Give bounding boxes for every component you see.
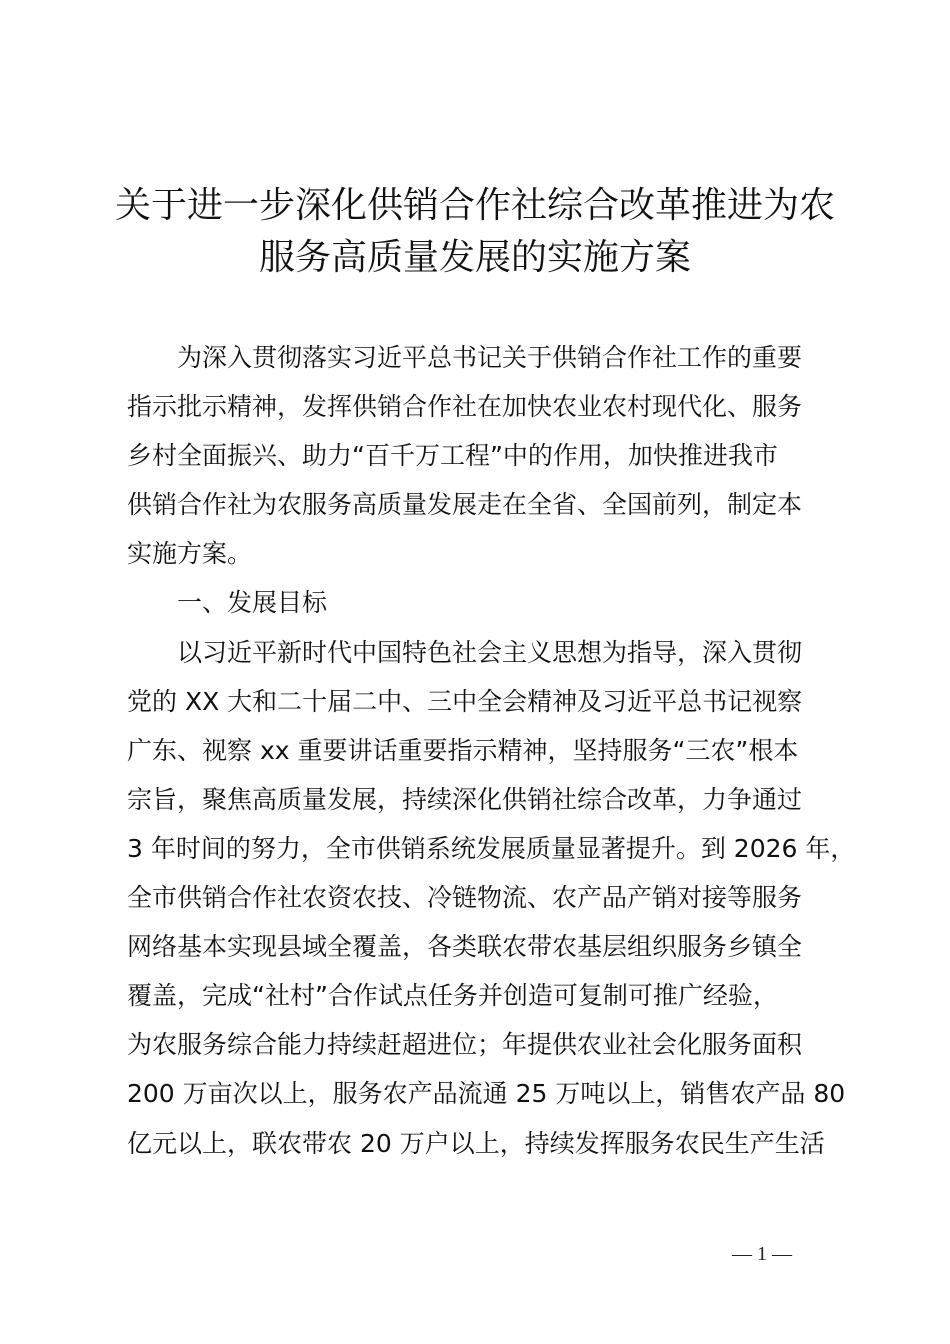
- body-line: 亿元以上，联农带农 20 万户以上，持续发挥服务农民生产生活: [127, 1128, 825, 1158]
- page-number: — 1 —: [732, 1243, 792, 1265]
- body-line: 3 年时间的努力，全市供销系统发展质量显著提升。到 2026 年，: [127, 833, 856, 863]
- body-line: 乡村全面振兴、助力“百千万工程”中的作用，加快推进我市: [127, 441, 778, 471]
- body-line: 指示批示精神，发挥供销合作社在加快农业农村现代化、服务: [127, 392, 803, 422]
- body-line: 广东、视察 xx 重要讲话重要指示精神，坚持服务“三农”根本: [127, 735, 799, 765]
- body-line: 实施方案。: [127, 539, 253, 569]
- body-line: 以习近平新时代中国特色社会主义思想为指导，深入贯彻: [177, 637, 803, 667]
- body-line: 宗旨，聚焦高质量发展，持续深化供销社综合改革，力争通过: [127, 784, 803, 814]
- section-heading: 一、发展目标: [177, 588, 328, 618]
- body-line: 全市供销合作社农资农技、冷链物流、农产品产销对接等服务: [127, 883, 803, 913]
- body-line: 覆盖，完成“社村”合作试点任务并创造可复制可推广经验，: [127, 981, 778, 1011]
- body-line: 供销合作社为农服务高质量发展走在全省、全国前列，制定本: [127, 490, 803, 520]
- body-line: 200 万亩次以上，服务农产品流通 25 万吨以上，销售农产品 80: [127, 1079, 846, 1109]
- body-line: 网络基本实现县域全覆盖，各类联农带农基层组织服务乡镇全: [127, 932, 803, 962]
- title-line-1: 关于进一步深化供销合作社综合改革推进为农: [114, 185, 835, 226]
- body-line: 为农服务综合能力持续赶超进位；年提供农业社会化服务面积: [127, 1030, 803, 1060]
- body-line: 党的 XX 大和二十届二中、三中全会精神及习近平总书记视察: [127, 686, 803, 716]
- title-line-2: 服务高质量发展的实施方案: [258, 237, 691, 278]
- document-title: [90, 180, 860, 284]
- document-body: [127, 333, 856, 1168]
- body-line: 为深入贯彻落实习近平总书记关于供销合作社工作的重要: [177, 343, 803, 372]
